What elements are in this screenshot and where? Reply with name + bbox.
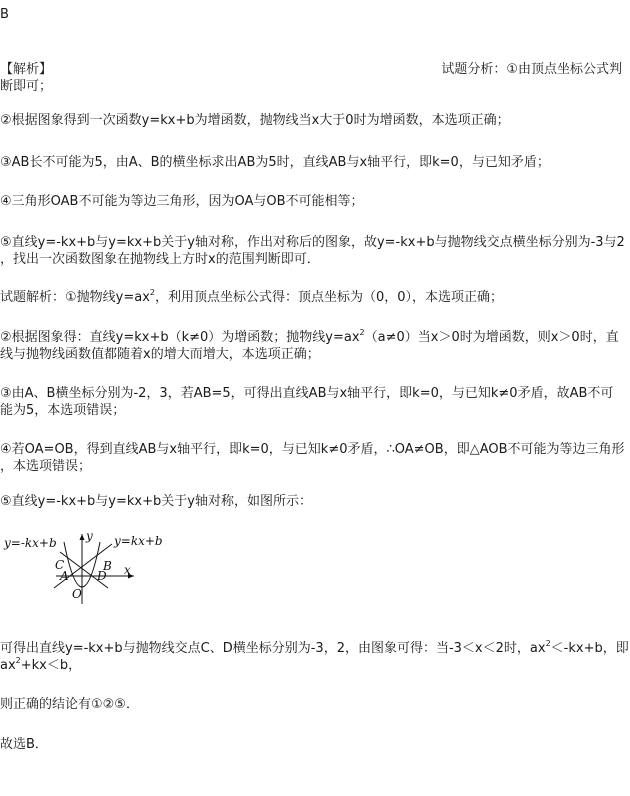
conclusion-text: 则正确的结论有①②⑤． [0, 697, 139, 712]
label-y-axis: y [86, 529, 93, 543]
label-right-line: y=kx+b [114, 534, 163, 548]
analysis-label: 【解析】 [0, 62, 53, 77]
label-x-axis: x [124, 563, 131, 577]
solution-point-3-line2: 能为5，本选项错误； [0, 403, 126, 418]
analysis-point-5-line1: ⑤直线y=-kx+b与y=kx+b关于y轴对称，作出对称后的图象，故y=-kx+b与抛物线交点横坐标分别为-3与2 [0, 235, 625, 250]
analysis-point-2: ②根据图象得到一次函数y=kx+b为增函数，抛物线当x大于0时为增函数，本选项正确； [0, 113, 510, 128]
solution-point-4-line1: ④若OA=OB，得到直线AB与x轴平行，即k=0，与已知k≠0矛盾，∴OA≠OB，即△AOB不可能为等边三角形 [0, 442, 625, 457]
solution-point-6-line1: 可得出直线y=-kx+b与抛物线交点C、D横坐标分别为-3，2，由图象可得：当-3＜x＜2时，$ax^2<-kx+b$，即 [0, 639, 629, 656]
label-point-c: C [55, 558, 65, 572]
graph-figure [2, 528, 172, 608]
analysis-point-5-line2: ，找出一次函数图象在抛物线上方时x的范围判断即可． [0, 252, 320, 267]
label-point-d: D [97, 569, 107, 583]
solution-point-5: ⑤直线y=-kx+b与y=kx+b关于y轴对称，如图所示： [0, 494, 312, 509]
analysis-point-3: ③AB长不可能为5，由A、B的横坐标求出AB为5时，直线AB与x轴平行，即k=0，与已知矛盾； [0, 155, 550, 170]
solution-point-4-line2: ，本选项错误； [0, 459, 92, 474]
final-answer: 故选B． [0, 737, 48, 752]
answer-line: B [0, 7, 9, 22]
label-left-line: y=-kx+b [4, 536, 57, 550]
solution-point-3-line1: ③由A、B横坐标分别为-2，3，若AB=5，可得出直线AB与x轴平行，即k=0，与已知k≠0矛盾，故AB不可 [0, 386, 614, 401]
y-axis-arrow [80, 534, 85, 540]
label-point-b: B [103, 559, 112, 573]
solution-point-1: 试题解析：①抛物线$y=ax^2$，利用顶点坐标公式得：顶点坐标为（0，0），本选项正确； [0, 288, 504, 305]
solution-point-6-line2: $ax^2+kx<b$， [0, 656, 82, 673]
solution-point-2-line1: ②根据图象得：直线y=kx+b（k≠0）为增函数；抛物线$y=ax^2(a\ne 0)$当x＞0时为增函数，则x＞0时，直 [0, 328, 619, 345]
analysis-intro: 试题分析：①由顶点坐标公式判 [441, 62, 622, 77]
label-origin: O [72, 587, 82, 601]
analysis-point-4: ④三角形OAB不可能为等边三角形，因为OA与OB不可能相等； [0, 194, 364, 209]
solution-point-2-line2: 线与抛物线函数值都随着x的增大而增大，本选项正确； [0, 347, 320, 362]
analysis-intro-cont: 断即可； [0, 79, 53, 94]
label-point-a: A [60, 569, 69, 583]
